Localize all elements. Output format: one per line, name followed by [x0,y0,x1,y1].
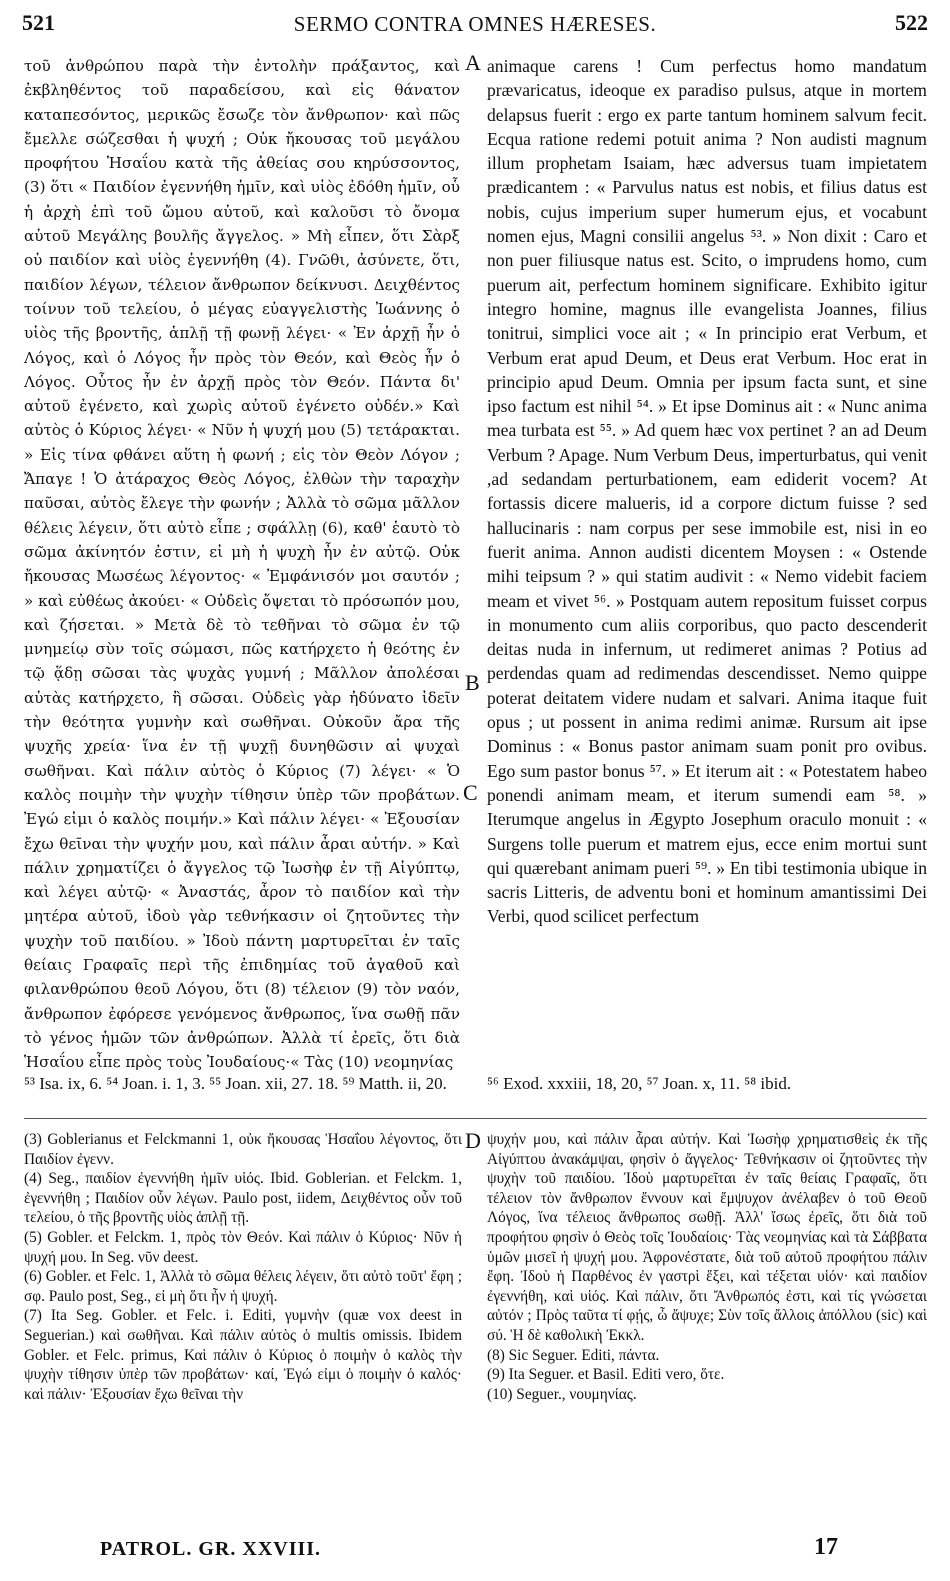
signature-mark: 17 [814,1534,838,1560]
footnote: (10) Seguer., νουμηνίας. [487,1385,637,1403]
footnote: (5) Gobler. et Felckm. 1, πρὸς τὸν Θεόν. Καὶ πάλιν ὁ Κύριος· Νῦν ἡ ψυχή μου. In Seg. νῦν deest. [24,1228,462,1266]
margin-marker-d: D [465,1128,481,1153]
scripture-references-left: ⁵³ Isa. ix, 6. ⁵⁴ Joan. i. 1, 3. ⁵⁵ Joan. xii, 27. 18. ⁵⁹ Matth. ii, 20. [24,1074,447,1093]
page-number-left: 521 [22,10,55,35]
footnote: (3) Goblerianus et Felckmanni 1, οὐκ ἤκουσας Ἡσαΐου λέγοντος, ὅτι Παιδίον ἐγενν. [24,1131,462,1168]
footnote: (9) Ita Seguer. et Basil. Editi vero, ὅτε. [487,1366,725,1384]
scripture-references-right: ⁵⁶ Exod. xxxiii, 18, 20, ⁵⁷ Joan. x, 11. ⁵⁸ ibid. [487,1074,792,1093]
footnote: (6) Gobler. et Felc. 1, Ἀλλὰ τὸ σῶμα θέλεις λέγειν, ὅτι αὐτὸ τοῦτ' ἔφη ; σφ. Paulo post, Seg., εἰ μὴ ὅτι ἦν ἡ ψυχή. [24,1268,462,1305]
running-header [22,10,928,38]
page-number-right: 522 [895,10,928,35]
footnote: (7) Ita Seg. Gobler. et Felc. i. Editi, γυμνὴν (quæ vox deest in Seguerian.) καὶ σωθῆναι. Καὶ πάλιν αὐτὸς ὁ multis omissis. Ibidem Gobler. et Felc. primus, Καὶ πάλιν ὁ Κύριος ὁ ποιμὴν ὁ καλὸς τὴν ψυχὴν τίθησιν ὑπὲρ τῶν προβάτων· καί, Ἐγώ εἰμι ὁ ποιμὴν ὁ καλός· καὶ πάλιν· Ἐξουσίαν ἔχω θεῖναι τὴν [24,1307,462,1403]
footnote: (4) Seg., παιδίον ἐγεννήθη ἡμῖν υἱός. Ibid. Goblerian. et Felckm. 1, ἐγεννήθη ; Παιδίον οὖν λέγων. Paulo post, iidem, Δειχθέντος οὖν τοῦ τελείου, ὁ τῆς βροντῆς υἱὸς ἁπλῇ τῇ. [24,1170,462,1227]
greek-text: τοῦ ἀνθρώπου παρὰ τὴν ἐντολὴν πράξαντος, καὶ ἐκβληθέντος τοῦ παραδείσου, καὶ εἰς θάνατον καταπεσόντος, μερικῶς ἔσωζε τὸν ἄνθρωπον· καὶ πῶς ἔμελλε σώζεσθαι ἡ ψυχή ; Οὐκ ἤκουσας τοῦ μεγάλου προφήτου Ἡσαΐου κατὰ τῆς ἀθείας σου κηρύσσοντος, (3) ὅτι « Παιδίον ἐγεννήθη ἡμῖν, καὶ υἱὸς ἐδόθη ἡμῖν, οὗ ἡ ἀρχὴ ἐπὶ τοῦ ὤμου αὐτοῦ, καὶ καλοῦσι τὸ ὄνομα αὐτοῦ Μεγάλης βουλῆς ἄγγελος. » Μὴ εἶπεν, ὅτι Σὰρξ οὐ παιδίον καὶ υἱὸς ἐγεννήθη (4). Γνῶθι, ἀσύνετε, ὅτι, παιδίον λέγων, τέλειον ἄνθρωπον δείκνυσι. Δειχθέντος τοίνυν τοῦ τελείου, ὁ μέγας εὐαγγελιστὴς Ἰωάννης ὁ υἱὸς τῆς βροντῆς, ἁπλῇ τῇ φωνῇ λέγει· « Ἐν ἀρχῇ ἦν ὁ Λόγος, καὶ ὁ Λόγος ἦν πρὸς τὸν Θεόν, καὶ Θεὸς ἦν ὁ Λόγος. Οὗτος ἦν ἐν ἀρχῇ πρὸς τὸν Θεόν. Πάντα δι' αὐτοῦ ἐγένετο, καὶ χωρὶς αὐτοῦ ἐγένετο οὐδέν.» Καὶ αὐτὸς ὁ Κύριος λέγει· « Νῦν ἡ ψυχή μου (5) τετάρακται. » Εἰς τίνα φθάνει αὕτη ἡ φωνή ; εἰς τὸν Θεὸν Λόγον ; Ἄπαγε ! Ὁ ἀτάραχος Θεὸς Λόγος, ἐλθὼν τὴν ταραχὴν παῦσαι, αὐτὸς ἔλεγε τὴν φωνήν ; Ἀλλὰ τὸ σῶμα μᾶλλον θέλεις λέγειν, ὅτι αὐτὸ εἶπε ; σφάλλῃ (6), καθ' ἑαυτὸ τὸ σῶμα ἀκίνητόν ἐστιν, εἰ μὴ ἡ ψυχὴ ἦν ἐν αὐτῷ. Οὐκ ἤκουσας Μωσέως λέγοντος· « Ἐμφάνισόν μοι σαυτόν ; » καὶ εὐθέως ἀκούει· « Οὐδεὶς ὄψεται τὸ πρόσωπόν μου, καὶ ζήσεται. » Μετὰ δὲ τὸ τεθῆναι τὸ σῶμα ἐν τῷ μνημείῳ σὺν τοῖς σώμασι, πῶς κατήρχετο ἡ θεότης ἐν τῷ ᾅδῃ σῶσαι τὰς ψυχὰς γυμνή ; Μᾶλλον ἀπολέσαι αὐτὰς κατήρχετο, ἢ σῶσαι. Οὐδεὶς γὰρ ἠδύνατο ἰδεῖν τὴν θεότητα γυμνὴν καὶ σωθῆναι. Οὐκοῦν ἄρα τῆς ψυχῆς χρεία· ἵνα ἐν τῇ ψυχῇ δυνηθῶσιν αἱ ψυχαὶ σωθῆναι. Καὶ πάλιν αὐτὸς ὁ Κύριος (7) λέγει· « Ὁ καλὸς ποιμὴν τὴν ψυχὴν τίθησιν ὑπὲρ τῶν προβάτων. Ἐγώ εἰμι ὁ καλὸς ποιμήν.» Καὶ πάλιν λέγει· « Ἐξουσίαν ἔχω θεῖναι τὴν ψυχήν μου, καὶ πάλιν ἆραι αὐτήν. » Καὶ πάλιν χρηματίζει ὁ ἄγγελος τῷ Ἰωσὴφ ἐν τῇ Αἰγύπτῳ, καὶ λέγει αὐτῷ· « Ἀναστάς, ἆρον τὸ παιδίον καὶ τὴν μητέρα αὐτοῦ, ἰδοὺ γὰρ τεθνήκασιν οἱ ζητοῦντες τὴν ψυχὴν τοῦ παιδίου. » Ἰδοὺ πάντη μαρτυρεῖται ἐν ταῖς θείαις Γραφαῖς περὶ τῆς ἐπιδημίας τοῦ ἀγαθοῦ καὶ φιλανθρώπου θεοῦ Λόγου, ὅτι (8) τέλειον (9) τὸν ναόν, ἄνθρωπον ἐφόρεσε γενόμενος ἄνθρωπος, ἵνα σωθῇ πᾶν τὸ γένος ἡμῶν τῶν ἀνθρώπων. Ἀλλὰ τί ἐρεῖς, ὅτι διὰ Ἡσαΐου εἶπε πρὸς τοὺς Ἰουδαίους·« Τὰς (10) νεομηνίας [24,57,460,1072]
margin-marker-b: B [465,670,480,695]
volume-footer: PATROL. GR. XXVIII. [100,1538,322,1560]
footnotes-left [24,1130,462,1404]
greek-column [24,54,460,1074]
latin-text: animaque carens ! Cum perfectus homo mandatum prævaricatus, ideoque ex paradiso pulsus, atque in mortem delapsus fuerit : ergo ex parte tantum hominem salvum fecit. Ecqua ratione redemi potuit anima ? Non audisti magnum illum prophetam Isaiam, hæc adversus tuam impietatem prædicantem : « Parvulus natus est nobis, et filius datus est nobis, cujus imperium super humerum ejus, et vocabunt nomen ejus, Magni consilii angelus ⁵³. » Non dixit : Caro et non puer filiusque natus est. Scito, o imprudens homo, cum puerum ait, perfectum hominem significare. Exhibito igitur integro homine, magnus ille evangelista Joannes, filius tonitrui, simplici voce ait ; « In principio erat Verbum, et Verbum erat apud Deum, et Deus erat Verbum. Hoc erat in principio apud Deum. Omnia per ipsum facta sunt, et sine ipso factum est nihil ⁵⁴. » Et ipse Dominus ait : « Nunc anima mea turbata est ⁵⁵. » Ad quem hæc vox pertinet ? an ad Deum Verbum ? Apage. Num Verbum Deus, imperturbatus, qui venit ,ad sedandam perturbationem, eam ediderit vocem? At fortassis dicere malueris, id a corpore dictum fuisse ? sed hallucinaris : nam corpus per sese immobile est, nisi in eo fuerit anima. Annon audisti dicentem Moysen : « Ostende mihi teipsum ? » qui statim audivit : « Nemo videbit faciem meam et vivet ⁵⁶. » Postquam autem repositum fuisset corpus in monumento cum aliis corporibus, quo pacto descenderit deitas nuda in infernum, ut redimeret animas ? Potius ad perdendas quam ad redimendas descendisset. Nemo quippe poterat deitatem videre nudam et salvari. Anima itaque fuit opus ; ut possent in anima redimi animæ. Rursum ait ipse Dominus : « Bonus pastor animam suam ponit pro ovibus. Ego sum pastor bonus ⁵⁷. » Et iterum ait : « Potestatem habeo ponendi animam meam, et iterum sumendi eam ⁵⁸. » Iterumque angelus in Ægypto Josephum oraculo monuit : « Surgens tolle puerum et matrem ejus, ecce enim mortui sunt qui quærebant animam pueri ⁵⁹. » En tibi testimonia ubique in sacris Litteris, de adventu boni et hominum amantissimi Dei Verbi, quod scilicet perfectum [487,56,927,927]
footnote-divider [24,1118,927,1119]
running-title: SERMO CONTRA OMNES HÆRESES. [293,12,657,36]
latin-column [487,54,927,929]
footnotes-right [487,1130,927,1404]
margin-marker-a: A [465,50,481,75]
footnote: ψυχήν μου, καὶ πάλιν ἆραι αὐτήν. Καὶ Ἰωσὴφ χρηματισθεὶς ἐκ τῆς Αἰγύπτου ἀνακάμψαι, φησὶν ὁ ἄγγελος· Τεθνήκασιν οἱ ζητοῦντες τὴν ψυχὴν τοῦ παιδίου. Ἰδοὺ μαρτυρεῖται ἐν ταῖς θείαις Γραφαῖς, ὅτι τέλειον τὸν ἄνθρωπον ἔννουν καὶ ἔμψυχον ἀνέλαβεν ὁ τοῦ Θεοῦ Λόγος, ἵνα τέλειος ἄνθρωπος σωθῇ. Ἀλλ' ἴσως ἐρεῖς, ὅτι διὰ τοῦ προφήτου φησὶν ὁ Θεὸς τοῖς Ἰουδαίοις· Τὰς νεομηνίας καὶ τὰ Σάββατα ὑμῶν μισεῖ ἡ ψυχή μου. Ἀφρονέστατε, διὰ τοῦ αὐτοῦ προφήτου πάλιν ἔφη. Ἰδοὺ ἡ Παρθένος ἐν γαστρὶ ἕξει, καὶ τέξεται υἱόν· καὶ παιδίον ἐγεννήθη, καὶ υἱός. Καὶ πάλιν, ὅτι Ἄνθρωπός ἐστι, καὶ τίς γνώσεται αὐτόν ; Πρὸς ταῦτα τί φῄς, ὦ ἄψυχε; Σὺν τοῖς ἄλλοις ἀπόλλου (sic) καὶ σύ. Ἡ δὲ καθολικὴ Ἐκκλ. [487,1131,927,1344]
footnote: (8) Sic Seguer. Editi, πάντα. [487,1346,660,1364]
margin-marker-c: C [463,780,478,805]
